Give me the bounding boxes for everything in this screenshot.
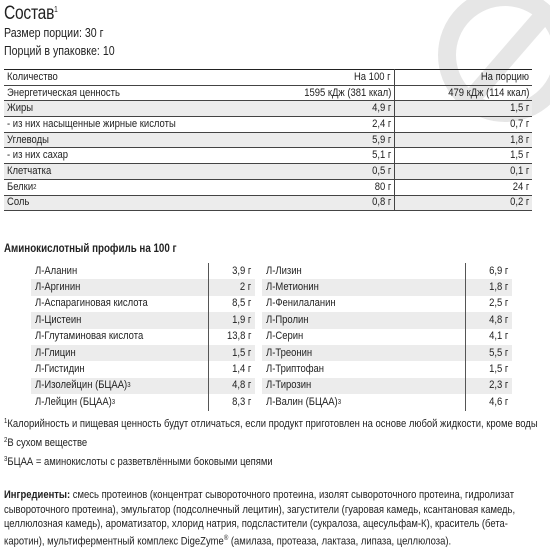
page-title: Состав$^1$ <box>4 3 58 24</box>
nutrient-per-serving: 0,1 г <box>395 164 533 180</box>
nutrient-per-100g: 4,9 г <box>245 101 395 117</box>
nutrition-row <box>4 148 532 164</box>
header-quantity: Количество <box>4 70 245 86</box>
amino-row <box>262 279 512 295</box>
nutrient-per-100g: 1595 кДж (381 ккал) <box>245 85 395 101</box>
amino-name: Л-Аланин <box>35 264 78 277</box>
amino-name: Л-Тирозин <box>262 378 466 394</box>
amino-value: 6,9 г <box>466 263 513 279</box>
amino-value: 1,4 г <box>209 361 256 377</box>
amino-name: Л-Треонин <box>262 345 466 361</box>
nutrition-row <box>4 132 532 148</box>
amino-value: 13,8 г <box>209 329 256 345</box>
nutrition-row <box>4 117 532 133</box>
amino-row <box>31 312 255 328</box>
amino-row <box>262 296 512 312</box>
nutrient-per-100g: 0,5 г <box>245 164 395 180</box>
amino-name: Л-Серин <box>266 330 304 343</box>
amino-name: Л-Пролин <box>262 312 466 328</box>
ingredients: Ингредиенты: смесь протеинов (концентрат сывороточного протеина, изолят сывороточного протеина, гидролизат сывороточного протеина), эмульгатор (подсолнечный лецитин), загустители (гуаровая камедь, ксантановая камедь, целлюлозная камедь), ароматизатор, хлорид натрия, подсластители (сукралоза, ацесульфам-К), краситель (бета-каротин), мультиферментный комплекс DigeZyme® (амилаза, протеаза, лактаза, липаза, целлюлоза). <box>4 489 516 548</box>
nutrient-name: - из них насыщенные жирные кислоты <box>4 117 245 133</box>
amino-name: Л-Цистеин <box>31 312 209 328</box>
nutrition-row <box>4 101 532 117</box>
nutrient-per-100g: 80 г <box>245 179 395 195</box>
nutrient-per-serving: 24 г <box>395 179 533 195</box>
nutrient-per-100g: 2,4 г <box>245 117 395 133</box>
amino-row <box>31 345 255 361</box>
ingredients-text: смесь протеинов (концентрат сывороточного протеина, изолят сывороточного протеина, гидролизат сывороточного протеина), эмульгатор (подсолнечный лецитин), загустители (гуаровая камедь, ксантановая камедь, целлюлозная камедь), ароматизатор, хлорид натрия, подсластители (сукралоза, ацесульфам-К), краситель (бета-каротин), мультиферментный комплекс DigeZyme <box>4 489 516 548</box>
amino-value: 4,8 г <box>209 378 256 394</box>
amino-row <box>31 279 255 295</box>
nutrient-name: - из них сахар <box>4 148 245 164</box>
ingredients-label: Ингредиенты: <box>4 489 71 501</box>
amino-table-left <box>31 263 255 411</box>
amino-row <box>31 361 255 377</box>
amino-row <box>31 329 255 345</box>
amino-name: Л-Лизин <box>266 264 302 277</box>
nutrient-name: Углеводы <box>4 132 245 148</box>
header-per-serving: На порцию <box>395 70 533 86</box>
nutrient-per-serving: 479 кДж (114 ккал) <box>395 85 533 101</box>
nutrient-per-100g: 5,9 г <box>245 132 395 148</box>
nutrient-name: Белки$^2$ <box>4 179 245 195</box>
amino-row <box>262 361 512 377</box>
servings-per-pack: Порций в упаковке: 10 <box>4 44 115 58</box>
footnote-3: $^3$БЦАА = аминокислоты с разветвлёнными боковыми цепями <box>4 456 273 468</box>
amino-value: 1,5 г <box>466 361 513 377</box>
footnote-1: $^1$Калорийность и пищевая ценность будут отличаться, если продукт приготовлен на основе любой жидкости, кроме воды <box>4 418 538 430</box>
amino-value: 8,3 г <box>209 394 256 410</box>
amino-row <box>31 394 255 410</box>
amino-value: 5,5 г <box>466 345 513 361</box>
amino-row <box>262 378 512 394</box>
footnote-2: $^2$В сухом веществе <box>4 437 88 449</box>
nutrient-name: Клетчатка <box>4 164 245 180</box>
nutrient-per-serving: 1,5 г <box>395 148 533 164</box>
amino-name: Л-Глутаминовая кислота <box>35 330 144 343</box>
amino-row <box>262 312 512 328</box>
amino-name: Л-Метионин <box>262 279 466 295</box>
amino-row <box>262 345 512 361</box>
amino-value: 4,1 г <box>466 329 513 345</box>
nutrient-name: Энергетическая ценность <box>4 85 245 101</box>
nutrient-per-100g: 0,8 г <box>245 195 395 211</box>
amino-row <box>262 263 512 279</box>
nutrient-name: Соль <box>4 195 245 211</box>
nutrition-row <box>4 85 532 101</box>
amino-name: Л-Глицин <box>31 345 209 361</box>
nutrient-per-serving: 1,8 г <box>395 132 533 148</box>
nutrient-per-serving: 1,5 г <box>395 101 533 117</box>
nutrient-per-serving: 0,7 г <box>395 117 533 133</box>
amino-name: Л-Валин (БЦАА)$^3$ <box>266 395 342 408</box>
amino-value: 8,5 г <box>209 296 256 312</box>
nutrition-row <box>4 179 532 195</box>
amino-value: 3,9 г <box>209 263 256 279</box>
amino-value: 1,5 г <box>209 345 256 361</box>
amino-value: 4,6 г <box>466 394 513 410</box>
amino-profile-title: Аминокислотный профиль на 100 г <box>4 243 177 255</box>
nutrient-per-serving: 0,2 г <box>395 195 533 211</box>
amino-value: 2 г <box>209 279 256 295</box>
amino-value: 4,8 г <box>466 312 513 328</box>
amino-value: 1,9 г <box>209 312 256 328</box>
amino-row <box>31 378 255 394</box>
nutrient-per-100g: 5,1 г <box>245 148 395 164</box>
nutrition-header-row <box>4 70 532 86</box>
nutrition-row <box>4 195 532 211</box>
amino-name: Л-Гистидин <box>35 363 85 376</box>
amino-name: Л-Фенилаланин <box>266 297 336 310</box>
nutrition-table <box>4 69 532 211</box>
amino-table-right <box>262 263 512 411</box>
amino-value: 1,8 г <box>466 279 513 295</box>
serving-size: Размер порции: 30 г <box>4 26 104 40</box>
amino-row <box>31 263 255 279</box>
amino-name: Л-Изолейцин (БЦАА)$^3$ <box>31 378 209 394</box>
amino-name: Л-Лейцин (БЦАА)$^3$ <box>35 395 116 408</box>
header-per-100g: На 100 г <box>245 70 395 86</box>
nutrition-row <box>4 164 532 180</box>
amino-row <box>262 394 512 410</box>
amino-name: Л-Аргинин <box>31 279 209 295</box>
amino-row <box>262 329 512 345</box>
amino-value: 2,5 г <box>466 296 513 312</box>
amino-row <box>31 296 255 312</box>
amino-name: Л-Аспарагиновая кислота <box>35 297 148 310</box>
amino-value: 2,3 г <box>466 378 513 394</box>
nutrient-name: Жиры <box>4 101 245 117</box>
amino-name: Л-Триптофан <box>266 363 325 376</box>
